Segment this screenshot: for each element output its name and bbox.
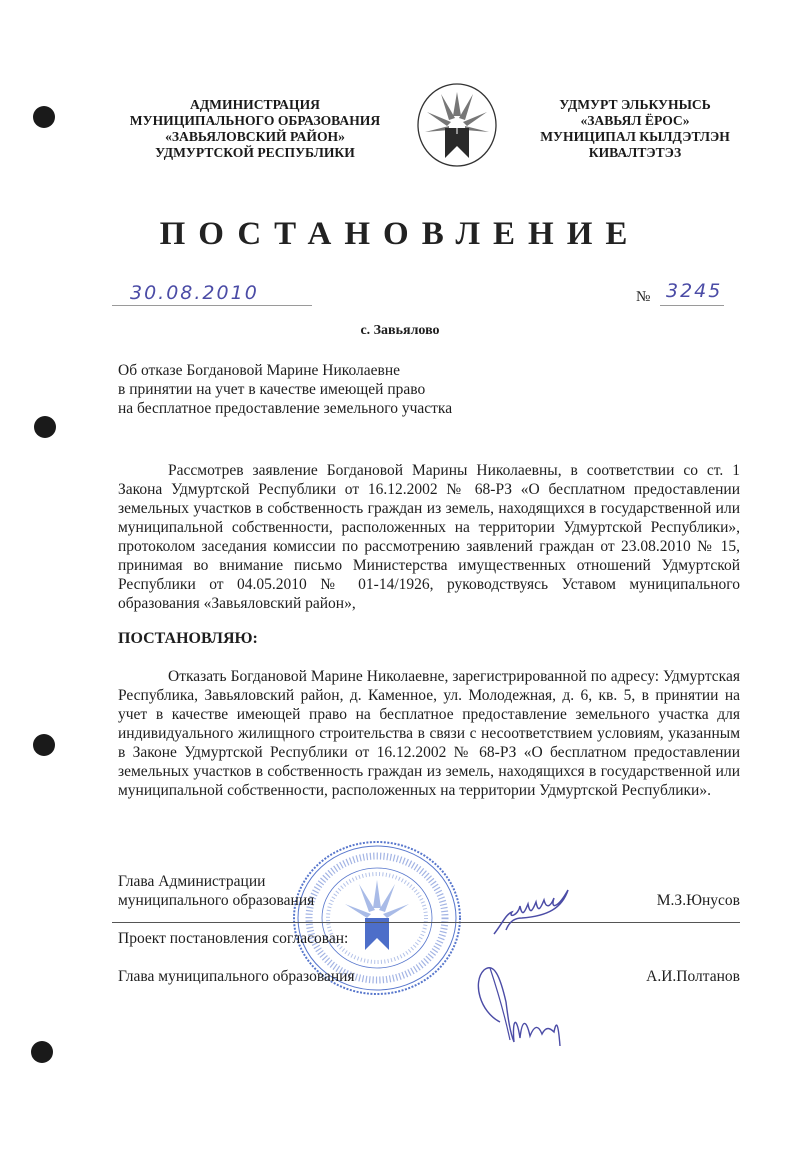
signature-poltanov [470, 962, 570, 1048]
decree-heading: ПОСТАНОВЛЯЮ: [118, 630, 258, 647]
issuer-line: АДМИНИСТРАЦИЯ [190, 97, 320, 112]
coat-of-arms-emblem-icon [415, 82, 499, 168]
preamble-text: Рассмотрев заявление Богдановой Марины Николаевны, в соответствии со ст. 1 Закона Удмуртской Республики от 16.12.2002 № 68-РЗ «О бесплатном предоставлении земельных участков в собственность граждан из земель, находящихся в государственной или муниципальной собственности, расположенных на территории Удмуртской Республики», протоколом заседания комиссии по рассмотрению заявлений граждан от 23.08.2010 № 15, принимая во внимание письмо Министерства имущественных отношений Удмуртской Республики от 04.05.2010 № 01-14/1926, руководствуясь Уставом муниципального образования «Завьяловский район», [118, 462, 740, 612]
signature-block [118, 872, 740, 986]
subject-line: Об отказе Богдановой Марине Николаевне [118, 362, 401, 379]
document-date: 30.08.2010 [130, 282, 259, 304]
subject-line: на бесплатное предоставление земельного участка [118, 400, 453, 417]
head-title-line: муниципального образования [118, 892, 315, 909]
issuer-udmurt [530, 97, 740, 161]
head-name: М.З.Юнусов [656, 892, 740, 909]
document-title: ПОСТАНОВЛЕНИЕ [159, 216, 641, 252]
issuer-line: УДМУРТ ЭЛЬКУНЫСЬ [559, 97, 711, 112]
signature-yunusov [488, 884, 578, 940]
hole-punch [31, 1041, 53, 1063]
hole-punch [33, 106, 55, 128]
document-number: 3245 [666, 280, 723, 302]
hole-punch [34, 416, 56, 438]
preamble-paragraph [118, 461, 740, 613]
head-title [118, 872, 314, 910]
issuer-line: «ЗАВЬЯЛ ЁРОС» [580, 113, 690, 128]
approver-title: Глава муниципального образования [118, 968, 355, 985]
decision-paragraph [118, 667, 740, 800]
approved-label: Проект постановления согласован: [118, 930, 349, 947]
head-title-line: Глава Администрации [118, 873, 266, 890]
document-body [118, 461, 740, 800]
number-prefix: № [636, 289, 651, 305]
head-row [118, 872, 740, 910]
decision-text: Отказать Богдановой Марине Николаевне, зарегистрированной по адресу: Удмуртская Республика, Завьяловский район, д. Каменное, ул. Молодежная, д. 6, кв. 5, в принятии на учет в качестве имеющей право на бесплатное предоставление земельного участка для индивидуального жилищного строительства в связи с несоответствием условиям, указанным в Законе Удмуртской Республики от 16.12.2002 № 68-РЗ «О бесплатном предоставлении земельных участков в собственность граждан из земель, находящихся в государственной или муниципальной собственности, расположенных на территории Удмуртской Республики». [118, 668, 740, 799]
issuer-line: МУНИЦИПАЛ КЫЛДЭТЛЭН [540, 129, 730, 144]
approver-name: А.И.Полтанов [646, 968, 740, 985]
subject-line: в принятии на учет в качестве имеющей право [118, 381, 426, 398]
approved-row [118, 929, 740, 948]
document-subject [118, 361, 452, 418]
hole-punch [33, 734, 55, 756]
date-underline [112, 305, 312, 306]
issuer-line: «ЗАВЬЯЛОВСКИЙ РАЙОН» [165, 129, 345, 144]
place-of-issue: с. Завьялово [360, 323, 440, 338]
issuer-line: КИВАЛТЭТЭЗ [588, 145, 682, 160]
approver-row [118, 967, 740, 986]
issuer-line: УДМУРТСКОЙ РЕСПУБЛИКИ [155, 145, 355, 160]
issuer-line: МУНИЦИПАЛЬНОГО ОБРАЗОВАНИЯ [129, 113, 381, 128]
number-underline [660, 305, 724, 306]
separator-line [112, 922, 740, 923]
issuer-russian [110, 97, 400, 161]
